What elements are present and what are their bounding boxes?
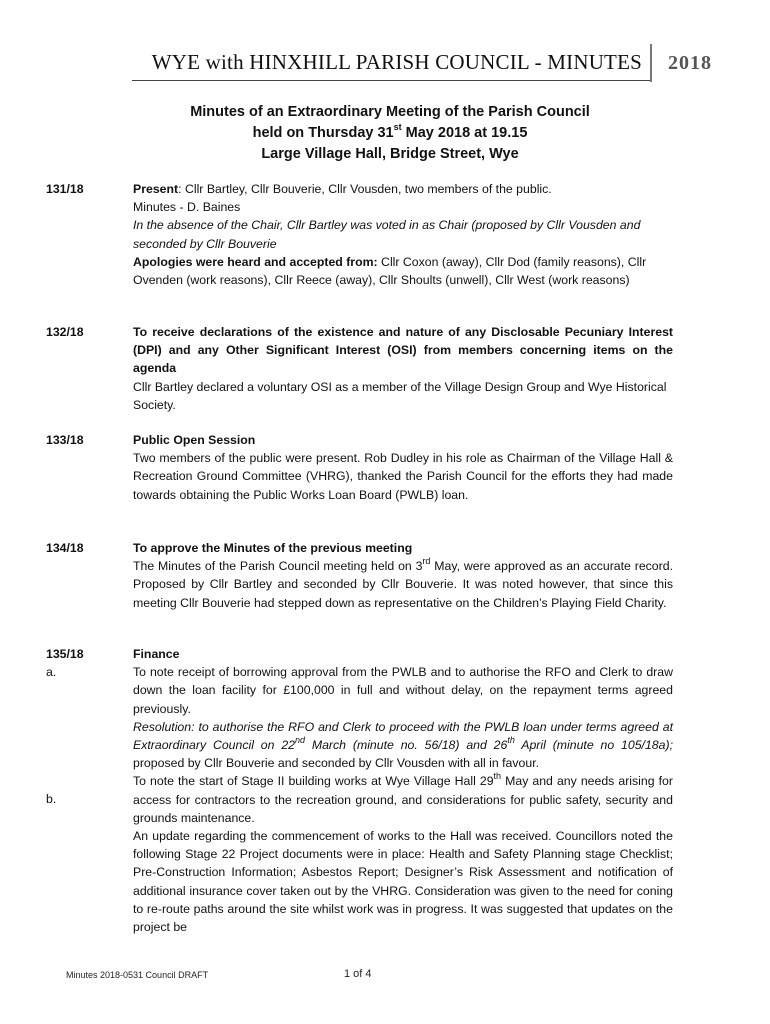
header-separator — [650, 44, 652, 82]
minute-body — [133, 323, 673, 414]
present-line — [133, 180, 673, 198]
minute-134 — [46, 539, 676, 612]
header-title: WYE with HINXHILL PARISH COUNCIL - MINUTES — [151, 50, 642, 74]
resolution-sup-2: th — [507, 734, 515, 745]
minute-text: Two members of the public were present. Rob Dudley in his role as Chairman of the Village Hall & Recreation Ground Committee (VHRG), thanked the Parish Council for the efforts they had made towards obtaining the Public Works Loan Board (PWLB) loan. — [133, 451, 673, 502]
footer-document-name: Minutes 2018-0531 Council DRAFT — [66, 970, 209, 980]
apologies — [133, 253, 673, 289]
resolution-part-2: March (minute no. 56/18) and 26 — [305, 738, 508, 753]
header-rule — [132, 80, 650, 81]
minutes-by: Minutes - D. Baines — [133, 200, 241, 215]
minute-text: Cllr Bartley declared a voluntary OSI as a member of the Village Design Group and Wye Historical Society. — [133, 379, 667, 412]
chair-note: In the absence of the Chair, Cllr Bartley was voted in as Chair (proposed by Cllr Vousden and seconded by Cllr Bouverie — [133, 218, 641, 251]
minute-number: 133/18 — [46, 433, 84, 447]
title-line-1: Minutes of an Extraordinary Meeting of the Parish Council — [190, 104, 590, 120]
minute-132 — [46, 323, 676, 414]
minute-text — [133, 557, 673, 612]
minute-heading: Public Open Session — [133, 433, 256, 447]
resolution-tail: proposed by Cllr Bouverie and seconded by Cllr Vousden with all in favour. — [133, 756, 540, 771]
minute-body — [133, 645, 673, 936]
resolution-part-3: April (minute no 105/18a); — [514, 738, 674, 753]
minute-heading: Finance — [133, 647, 180, 661]
finance-b-text — [133, 772, 673, 827]
present-text: : Cllr Bartley, Cllr Bouverie, Cllr Vousden, two members of the public. — [178, 182, 552, 196]
minute-text-sup: rd — [422, 556, 431, 567]
title-line-2-post: May 2018 at 19.15 — [401, 125, 528, 141]
apologies-text: Cllr Coxon (away), Cllr Dod (family reasons), Cllr Ovenden (work reasons), Cllr Reece (away), Cllr Shoults (unwell), Cllr West (work reasons) — [133, 254, 647, 288]
minute-body — [133, 431, 673, 504]
title-line-2-pre: held on Thursday 31 — [252, 125, 394, 141]
minute-text-pre: The Minutes of the Parish Council meeting held on 3 — [133, 559, 423, 574]
finance-b-sup: th — [493, 771, 502, 782]
title-line-3: Large Village Hall, Bridge Street, Wye — [261, 146, 519, 162]
resolution-sup-1: nd — [295, 734, 306, 745]
title-line-2 — [140, 123, 640, 144]
finance-b-pre: To note the start of Stage II building works at Wye Village Hall 29 — [133, 774, 494, 789]
minute-body — [133, 180, 673, 289]
minute-135 — [46, 645, 676, 936]
minute-number: 135/18 — [46, 647, 84, 661]
page-header — [132, 44, 720, 84]
minute-number: 131/18 — [46, 182, 84, 196]
minute-133 — [46, 431, 676, 504]
minute-heading: To receive declarations of the existence and nature of any Disclosable Pecuniary Interest (DPI) and any Other Significant Interest (OSI) from members concerning items on the agenda — [133, 325, 673, 376]
finance-a-text: To note receipt of borrowing approval from the PWLB and to authorise the RFO and Clerk to draw down the loan facility for £100,000 in full and without delay, on the repayment terms agreed previously. — [133, 665, 673, 716]
finance-b-post: May and any needs arising for access for contractors to the recreation ground, and considerations for public safety, security and grounds maintenance. — [133, 774, 673, 825]
sub-label-a: a. — [46, 665, 57, 679]
apologies-label: Apologies were heard and accepted from: — [133, 254, 378, 269]
footer-page-number: 1 of 4 — [344, 968, 372, 980]
minute-heading: To approve the Minutes of the previous meeting — [133, 541, 413, 555]
finance-a-resolution — [133, 718, 673, 773]
header-year: 2018 — [668, 52, 712, 74]
minute-number: 134/18 — [46, 541, 84, 555]
title-line-2-sup: st — [393, 122, 402, 133]
present-label: Present — [133, 182, 179, 196]
minute-body — [133, 539, 673, 612]
minute-number: 132/18 — [46, 325, 84, 339]
meeting-title — [140, 102, 640, 165]
minute-131 — [46, 180, 676, 289]
sub-label-b: b. — [46, 792, 57, 806]
finance-b-update: An update regarding the commencement of works to the Hall was received. Councillors noted the following Stage 22 Project documents were in place: Health and Safety Planning stage Checklist; Pre-Construction Information; Asbestos Report; Designer’s Risk Assessment and notification of additional insurance cover taken out by the VHRG. Consideration was given to the need for coning to re-route paths around the site whilst work was in progress. It was suggested that updates on the project be — [133, 829, 673, 935]
minute-text-post: May, were approved as an accurate record. Proposed by Cllr Bartley and seconded by Cllr Bouverie. It was noted however, that since this meeting Cllr Bouverie had stepped down as representative on the Children’s Playing Field Charity. — [133, 559, 673, 610]
resolution-part-1: Resolution: to authorise the RFO and Clerk to proceed with the PWLB loan under terms agreed at Extraordinary Council on 22 — [133, 719, 673, 753]
